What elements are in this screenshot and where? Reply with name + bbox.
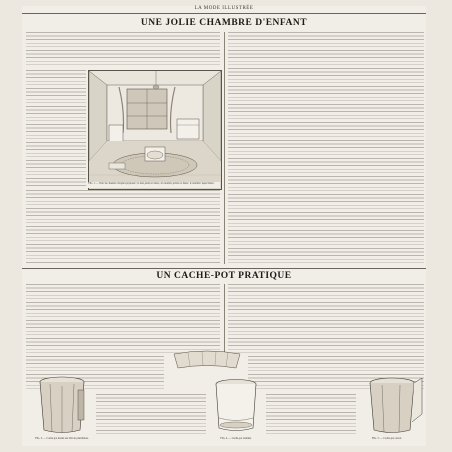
article2-text-bottom-mid <box>266 394 356 434</box>
article2-title: UN CACHE-POT PRATIQUE <box>156 271 292 281</box>
masthead-rule <box>22 13 426 14</box>
nursery-illustration <box>88 70 222 190</box>
article1-title: UNE JOLIE CHAMBRE D'ENFANT <box>140 18 308 28</box>
cachepot-figure-4 <box>210 378 262 434</box>
article1-text-right <box>228 32 424 264</box>
column-divider <box>224 32 225 264</box>
cachepot-4-drawing <box>210 378 262 434</box>
article2-text-left <box>26 284 220 354</box>
section-rule <box>22 268 426 269</box>
figure-5-caption: FIG. 5. — Cache-pot ouvert. <box>372 437 402 440</box>
page <box>22 6 426 446</box>
article1-text-left <box>26 70 86 188</box>
cachepot-pattern <box>172 350 242 370</box>
masthead: LA MODE ILLUSTRÉE <box>194 6 254 11</box>
article2-text-right <box>228 284 424 354</box>
cachepot-5-drawing <box>362 374 424 436</box>
nursery-caption: FIG. 1. — Voici la chambre d'enfant proposée; le bois peint en blanc, les lambris peints en blanc, le mobilier laqué blanc. <box>88 182 220 188</box>
cachepot-3-drawing <box>32 374 92 436</box>
figure-3-caption: FIG. 3. — Cache-pot monté sur bâti de planchettes. <box>35 437 89 440</box>
cachepot-figure-5 <box>362 374 424 436</box>
pattern-drawing <box>172 350 242 370</box>
column-divider-2 <box>224 284 225 354</box>
figure-4-caption: FIG. 4. — Cache-pot terminé. <box>220 437 252 440</box>
cachepot-figure-3 <box>32 374 92 436</box>
article1-intro-left <box>26 32 220 68</box>
nursery-drawing <box>89 71 221 189</box>
article2-text-bottom-left <box>96 394 206 434</box>
article1-text-bottom <box>26 190 220 264</box>
